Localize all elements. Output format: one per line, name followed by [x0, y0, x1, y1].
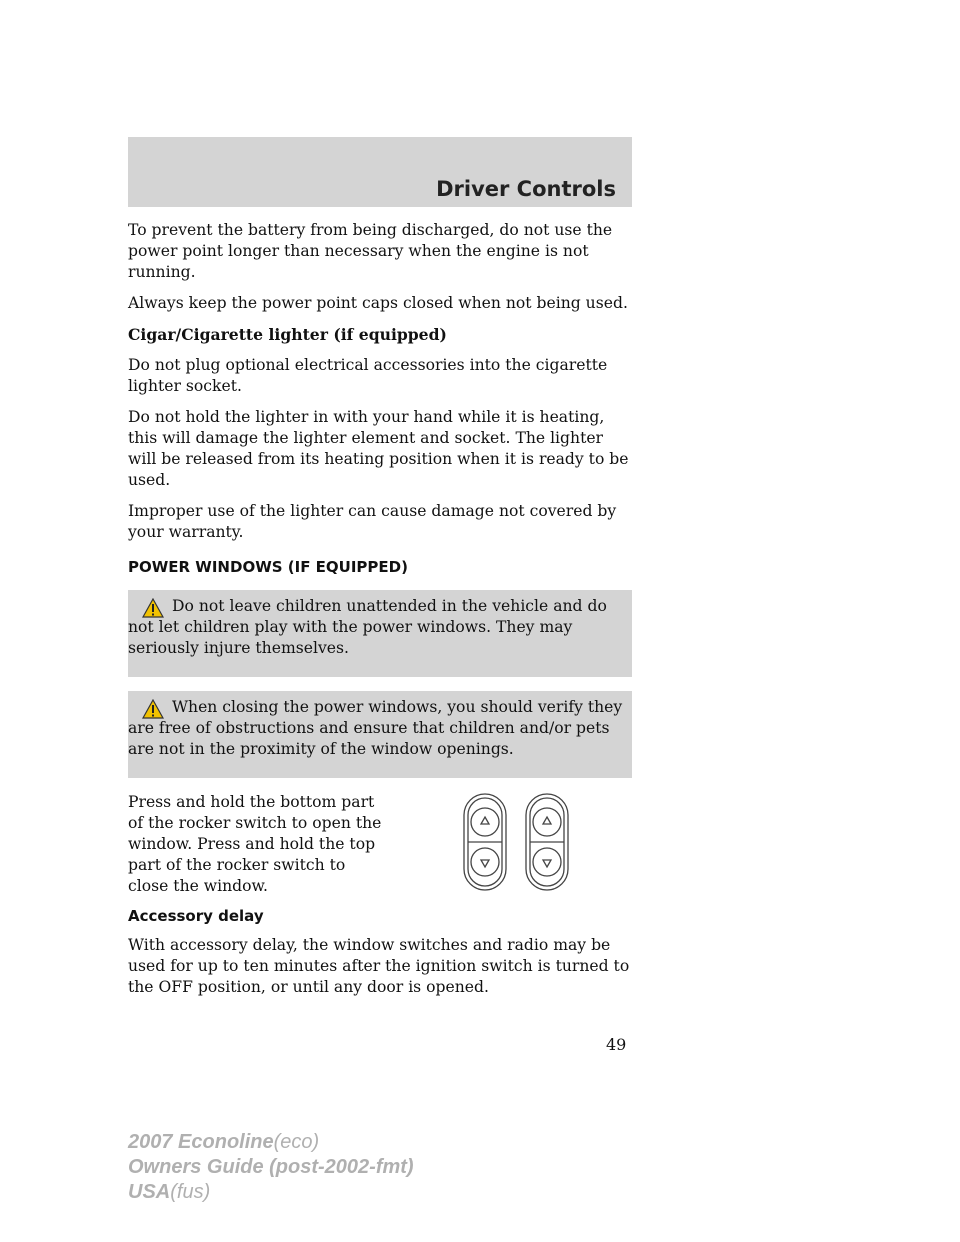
caps-paragraph: Always keep the power point caps closed when not being used. [128, 294, 628, 312]
warning-triangle-icon [142, 598, 164, 618]
page-content [128, 220, 632, 1008]
footer-market-code: (fus) [170, 1181, 211, 1203]
window-rocker-switch-icon [460, 792, 580, 892]
footer-model: 2007 Econoline [128, 1131, 274, 1153]
warning-triangle-icon [142, 699, 164, 719]
accessory-delay-heading: Accessory delay [128, 907, 264, 925]
power-windows-heading: POWER WINDOWS (IF EQUIPPED) [128, 558, 408, 576]
warning-box-children [128, 590, 632, 677]
rocker-switch-section [128, 792, 632, 896]
section-title: Driver Controls [436, 177, 616, 201]
footer-market: USA [128, 1181, 171, 1203]
rocker-instructions: Press and hold the bottom part of the rocker switch to open the window. Press and hold the top part of the rocker switch to close the window. [128, 793, 382, 895]
lighter-paragraph-1: Do not plug optional electrical accessories into the cigarette lighter socket. [128, 356, 608, 395]
lighter-heading: Cigar/Cigarette lighter (if equipped) [128, 325, 447, 344]
warning-box-obstructions [128, 691, 632, 778]
footer-guide: Owners Guide (post-2002-fmt) [128, 1156, 414, 1178]
lighter-paragraph-3: Improper use of the lighter can cause damage not covered by your warranty. [128, 502, 617, 541]
lighter-paragraph-2: Do not hold the lighter in with your hand while it is heating, this will damage the lighter element and socket. The lighter will be released from its heating position when it is ready to be used. [128, 408, 629, 489]
section-header [128, 137, 632, 207]
warning-text-children: Do not leave children unattended in the vehicle and do not let children play with the power windows. They may seriously injure themselves. [128, 597, 607, 657]
accessory-delay-paragraph: With accessory delay, the window switches and radio may be used for up to ten minutes after the ignition switch is turned to the OFF position, or until any door is opened. [128, 936, 630, 996]
warning-text-obstructions: When closing the power windows, you should verify they are free of obstructions and ensure that children and/or pets are not in the proximity of the window openings. [128, 698, 623, 758]
document-footer [128, 1130, 414, 1205]
page-number: 49 [606, 1035, 627, 1054]
battery-paragraph: To prevent the battery from being discharged, do not use the power point longer than necessary when the engine is not running. [128, 221, 613, 281]
footer-model-code: (eco) [273, 1131, 320, 1153]
